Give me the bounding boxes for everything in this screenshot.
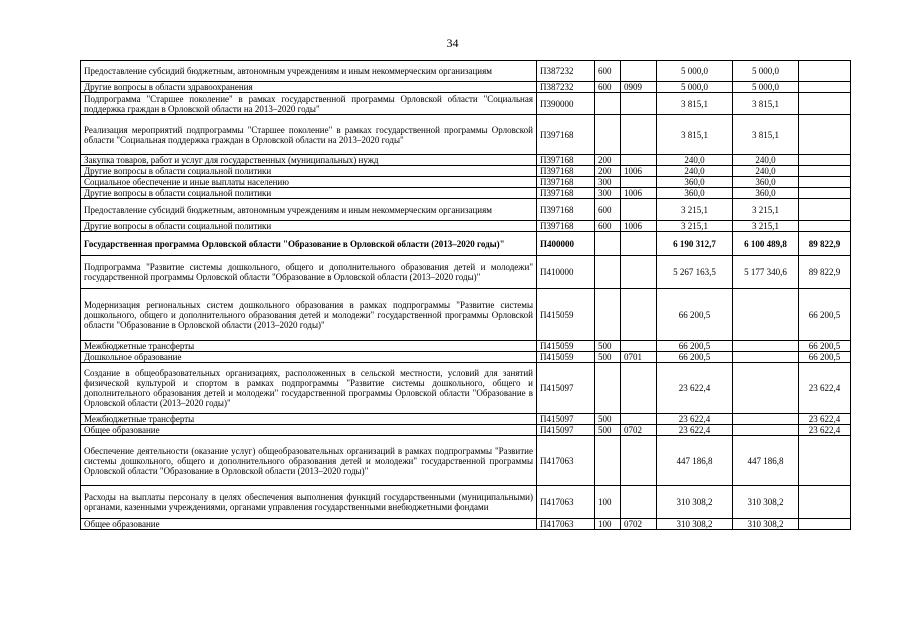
- expense-type-code: [595, 115, 621, 155]
- amount-column-1: 360,0: [733, 177, 799, 188]
- total-amount: 23 622,4: [657, 425, 733, 436]
- section-subsection-code: 0909: [621, 82, 657, 93]
- table-row: [81, 188, 851, 199]
- target-article-code: П415097: [537, 363, 595, 414]
- table-row: [81, 61, 851, 82]
- amount-column-1: 6 100 489,8: [733, 232, 799, 256]
- total-amount: 240,0: [657, 166, 733, 177]
- total-amount: 23 622,4: [657, 363, 733, 414]
- amount-column-1: [733, 289, 799, 341]
- budget-table: [80, 60, 851, 530]
- row-name-cell: Общее образование: [81, 519, 537, 530]
- total-amount: 3 815,1: [657, 93, 733, 115]
- total-amount: 310 308,2: [657, 486, 733, 519]
- table-row: [81, 425, 851, 436]
- amount-column-2: [799, 188, 851, 199]
- target-article-code: П397168: [537, 166, 595, 177]
- section-subsection-code: [621, 93, 657, 115]
- expense-type-code: 100: [595, 519, 621, 530]
- amount-column-1: [733, 352, 799, 363]
- amount-column-2: [799, 93, 851, 115]
- table-row: [81, 256, 851, 289]
- target-article-code: П387232: [537, 82, 595, 93]
- target-article-code: П415097: [537, 425, 595, 436]
- amount-column-2: 23 622,4: [799, 363, 851, 414]
- table-row: [81, 155, 851, 166]
- expense-type-code: 100: [595, 486, 621, 519]
- row-name-cell: Другие вопросы в области социальной политики: [81, 221, 537, 232]
- section-subsection-code: [621, 436, 657, 486]
- amount-column-1: 240,0: [733, 166, 799, 177]
- expense-type-code: 500: [595, 414, 621, 425]
- amount-column-1: 5 177 340,6: [733, 256, 799, 289]
- target-article-code: П387232: [537, 61, 595, 82]
- amount-column-2: [799, 155, 851, 166]
- section-subsection-code: 0702: [621, 519, 657, 530]
- table-row: [81, 289, 851, 341]
- expense-type-code: 600: [595, 82, 621, 93]
- section-subsection-code: [621, 363, 657, 414]
- expense-type-code: [595, 436, 621, 486]
- target-article-code: П410000: [537, 256, 595, 289]
- amount-column-1: [733, 341, 799, 352]
- amount-column-1: 360,0: [733, 188, 799, 199]
- amount-column-2: [799, 436, 851, 486]
- expense-type-code: [595, 256, 621, 289]
- expense-type-code: 200: [595, 166, 621, 177]
- section-subsection-code: [621, 177, 657, 188]
- table-row: [81, 414, 851, 425]
- expense-type-code: [595, 93, 621, 115]
- amount-column-2: 66 200,5: [799, 289, 851, 341]
- amount-column-2: 23 622,4: [799, 425, 851, 436]
- section-subsection-code: 0701: [621, 352, 657, 363]
- amount-column-2: [799, 61, 851, 82]
- amount-column-1: 447 186,8: [733, 436, 799, 486]
- amount-column-1: [733, 363, 799, 414]
- target-article-code: П397168: [537, 199, 595, 221]
- total-amount: 66 200,5: [657, 341, 733, 352]
- page-number: 34: [446, 36, 459, 50]
- expense-type-code: 500: [595, 425, 621, 436]
- total-amount: 3 215,1: [657, 199, 733, 221]
- amount-column-1: 240,0: [733, 155, 799, 166]
- amount-column-1: [733, 414, 799, 425]
- target-article-code: П415059: [537, 352, 595, 363]
- target-article-code: П397168: [537, 115, 595, 155]
- section-subsection-code: 1006: [621, 221, 657, 232]
- expense-type-code: [595, 363, 621, 414]
- expense-type-code: 500: [595, 341, 621, 352]
- target-article-code: П417063: [537, 486, 595, 519]
- table-row: [81, 232, 851, 256]
- total-amount: 447 186,8: [657, 436, 733, 486]
- row-name-cell: Межбюджетные трансферты: [81, 414, 537, 425]
- amount-column-1: 3 815,1: [733, 93, 799, 115]
- amount-column-2: [799, 177, 851, 188]
- row-name-cell: Обеспечение деятельности (оказание услуг) общеобразовательных организаций в рамках подпрограммы "Развитие системы дошкольного, общего и дополнительного образования детей и молодежи" государственной программы Орловской области "Образование в Орловской области (2013–2020 годы)": [81, 436, 537, 486]
- total-amount: 3 815,1: [657, 115, 733, 155]
- target-article-code: П390000: [537, 93, 595, 115]
- section-subsection-code: [621, 256, 657, 289]
- table-body: [81, 61, 851, 530]
- target-article-code: П417063: [537, 519, 595, 530]
- expense-type-code: 600: [595, 61, 621, 82]
- section-subsection-code: [621, 232, 657, 256]
- row-name-cell: Подпрограмма "Старшее поколение" в рамках государственной программы Орловской области "Социальная поддержка граждан в Орловской области на 2013–2020 годы": [81, 93, 537, 115]
- section-subsection-code: [621, 61, 657, 82]
- total-amount: 5 000,0: [657, 82, 733, 93]
- target-article-code: П397168: [537, 155, 595, 166]
- row-name-cell: Создание в общеобразовательных организациях, расположенных в сельской местности, условий для занятий физической культурой и спортом в рамках подпрограммы "Развитие системы дошкольного, общего и дополнительного образования детей и молодежи" государственной программы Орловской области "Образование в Орловской области (2013–2020 годы)": [81, 363, 537, 414]
- amount-column-1: 3 215,1: [733, 221, 799, 232]
- target-article-code: П400000: [537, 232, 595, 256]
- section-subsection-code: [621, 289, 657, 341]
- expense-type-code: 200: [595, 155, 621, 166]
- table-row: [81, 177, 851, 188]
- expense-type-code: [595, 289, 621, 341]
- section-subsection-code: 0702: [621, 425, 657, 436]
- total-amount: 5 267 163,5: [657, 256, 733, 289]
- target-article-code: П397168: [537, 188, 595, 199]
- section-subsection-code: 1006: [621, 188, 657, 199]
- amount-column-2: [799, 519, 851, 530]
- row-name-cell: Модернизация региональных систем дошкольного образования в рамках подпрограммы "Развитие системы дошкольного, общего и дополнительного образования детей и молодежи" государственной программы Орловской области "Образование в Орловской области (2013–2020 годы)": [81, 289, 537, 341]
- total-amount: 360,0: [657, 188, 733, 199]
- target-article-code: П397168: [537, 177, 595, 188]
- row-name-cell: Предоставление субсидий бюджетным, автономным учреждениям и иным некоммерческим организациям: [81, 61, 537, 82]
- target-article-code: П415059: [537, 341, 595, 352]
- target-article-code: П417063: [537, 436, 595, 486]
- total-amount: 66 200,5: [657, 289, 733, 341]
- total-amount: 3 215,1: [657, 221, 733, 232]
- row-name-cell: Расходы на выплаты персоналу в целях обеспечения выполнения функций государственными (муниципальными) органами, казенными учреждениями, органами управления государственными внебюджетными фондами: [81, 486, 537, 519]
- amount-column-2: [799, 221, 851, 232]
- row-name-cell: Дошкольное образование: [81, 352, 537, 363]
- amount-column-2: 66 200,5: [799, 341, 851, 352]
- total-amount: 66 200,5: [657, 352, 733, 363]
- amount-column-1: [733, 425, 799, 436]
- total-amount: 240,0: [657, 155, 733, 166]
- amount-column-1: 310 308,2: [733, 519, 799, 530]
- total-amount: 6 190 312,7: [657, 232, 733, 256]
- section-subsection-code: 1006: [621, 166, 657, 177]
- total-amount: 360,0: [657, 177, 733, 188]
- row-name-cell: Государственная программа Орловской области "Образование в Орловской области (2013–2020 годы)": [81, 232, 537, 256]
- amount-column-2: [799, 199, 851, 221]
- section-subsection-code: [621, 155, 657, 166]
- expense-type-code: [595, 232, 621, 256]
- row-name-cell: Другие вопросы в области здравоохранения: [81, 82, 537, 93]
- table-row: [81, 486, 851, 519]
- row-name-cell: Другие вопросы в области социальной политики: [81, 188, 537, 199]
- amount-column-1: 5 000,0: [733, 82, 799, 93]
- expense-type-code: 600: [595, 199, 621, 221]
- target-article-code: П415059: [537, 289, 595, 341]
- table-row: [81, 436, 851, 486]
- target-article-code: П415097: [537, 414, 595, 425]
- table-row: [81, 519, 851, 530]
- row-name-cell: Общее образование: [81, 425, 537, 436]
- expense-type-code: 600: [595, 221, 621, 232]
- amount-column-2: [799, 486, 851, 519]
- amount-column-2: [799, 115, 851, 155]
- total-amount: 310 308,2: [657, 519, 733, 530]
- expense-type-code: 500: [595, 352, 621, 363]
- expense-type-code: 300: [595, 188, 621, 199]
- table-row: [81, 363, 851, 414]
- section-subsection-code: [621, 486, 657, 519]
- amount-column-1: 310 308,2: [733, 486, 799, 519]
- section-subsection-code: [621, 199, 657, 221]
- section-subsection-code: [621, 414, 657, 425]
- row-name-cell: Межбюджетные трансферты: [81, 341, 537, 352]
- amount-column-2: [799, 82, 851, 93]
- row-name-cell: Закупка товаров, работ и услуг для государственных (муниципальных) нужд: [81, 155, 537, 166]
- section-subsection-code: [621, 341, 657, 352]
- table-row: [81, 199, 851, 221]
- target-article-code: П397168: [537, 221, 595, 232]
- row-name-cell: Социальное обеспечение и иные выплаты населению: [81, 177, 537, 188]
- section-subsection-code: [621, 115, 657, 155]
- table-row: [81, 352, 851, 363]
- row-name-cell: Другие вопросы в области социальной политики: [81, 166, 537, 177]
- table-row: [81, 221, 851, 232]
- total-amount: 5 000,0: [657, 61, 733, 82]
- amount-column-1: 3 215,1: [733, 199, 799, 221]
- amount-column-2: 89 822,9: [799, 256, 851, 289]
- expense-type-code: 300: [595, 177, 621, 188]
- table-row: [81, 115, 851, 155]
- amount-column-1: 3 815,1: [733, 115, 799, 155]
- table-row: [81, 166, 851, 177]
- row-name-cell: Реализация мероприятий подпрограммы "Старшее поколение" в рамках государственной программы Орловской области "Социальная поддержка граждан в Орловской области на 2013–2020 годы": [81, 115, 537, 155]
- amount-column-2: 66 200,5: [799, 352, 851, 363]
- table-row: [81, 93, 851, 115]
- amount-column-1: 5 000,0: [733, 61, 799, 82]
- table-row: [81, 82, 851, 93]
- amount-column-2: [799, 166, 851, 177]
- total-amount: 23 622,4: [657, 414, 733, 425]
- amount-column-2: 89 822,9: [799, 232, 851, 256]
- table-row: [81, 341, 851, 352]
- amount-column-2: 23 622,4: [799, 414, 851, 425]
- row-name-cell: Подпрограмма "Развитие системы дошкольного, общего и дополнительного образования детей и молодежи" государственной программы Орловской области "Образование в Орловской области (2013–2020 годы)": [81, 256, 537, 289]
- row-name-cell: Предоставление субсидий бюджетным, автономным учреждениям и иным некоммерческим организациям: [81, 199, 537, 221]
